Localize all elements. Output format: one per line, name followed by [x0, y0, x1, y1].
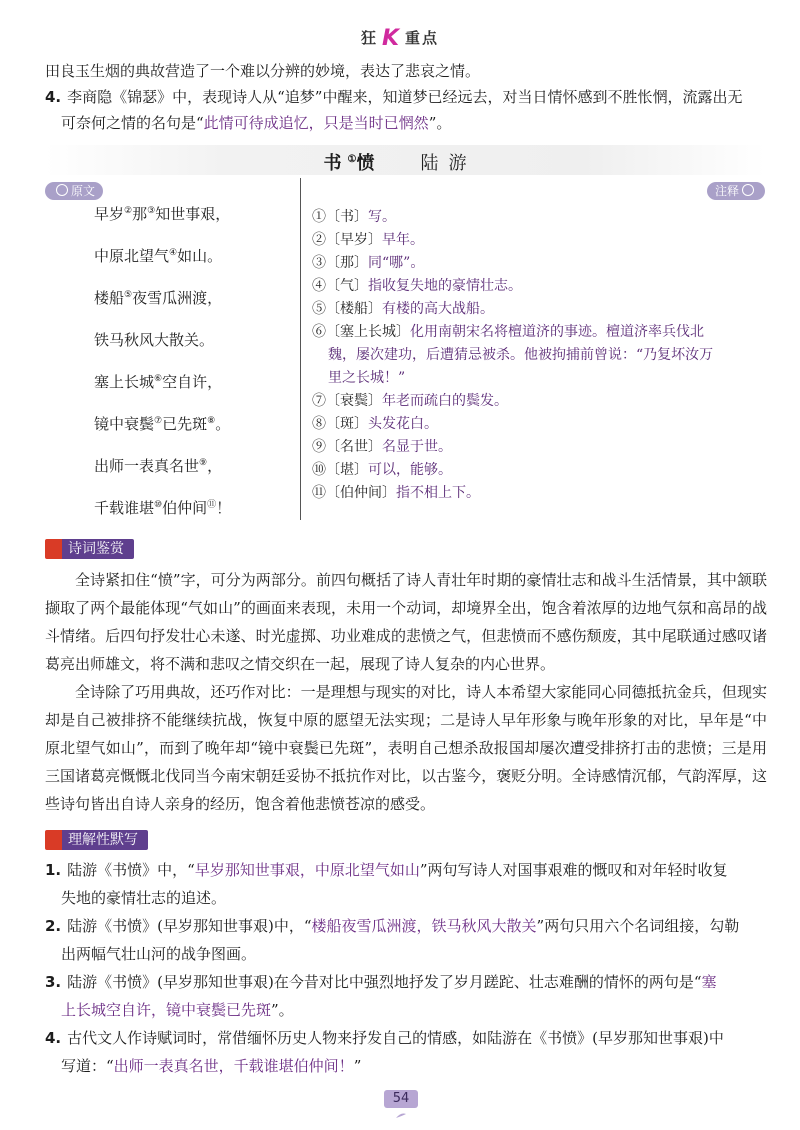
answer-text: 上长城空自许，镜中衰鬓已先斑: [61, 1001, 272, 1019]
question-number: 2.: [45, 917, 62, 935]
note-line: [312, 344, 767, 367]
note-line: [312, 252, 767, 275]
brand-suffix: 重点: [405, 29, 440, 47]
footnote-mark: ⑧: [207, 416, 216, 426]
poem-text-segment: ，: [207, 457, 223, 475]
note-term: ④〔气〕: [312, 278, 368, 294]
poem-text-segment: 早岁: [94, 205, 125, 223]
note-line: [312, 298, 767, 321]
appreciation-body: [45, 566, 767, 818]
poem-line: [94, 368, 294, 410]
column-divider: [300, 178, 301, 520]
footnote-mark: ⑨: [199, 458, 208, 468]
note-line: [312, 459, 767, 482]
footnote-mark: ⑥: [154, 374, 163, 384]
footnote-mark: ②: [124, 206, 133, 216]
note-definition: 头发花白。: [368, 416, 438, 432]
question-4-line1: 4. 李商隐《锦瑟》中，表现诗人从“追梦”中醒来，知道梦已经远去，对当日情怀感到不胜怅惘，流露出无: [45, 88, 743, 106]
question-number: 3.: [45, 973, 62, 991]
note-definition: 化用南朝宋名将檀道济的事迹。檀道济率兵伐北: [410, 324, 704, 340]
poem-line: [94, 326, 294, 368]
continuation-line: 田良玉生烟的典故营造了一个难以分辨的妙境，表达了悲哀之情。: [45, 62, 481, 80]
question-line: [45, 1052, 767, 1080]
brand-prefix: 狂: [360, 29, 378, 47]
note-definition: 同“哪”。: [368, 255, 425, 271]
poem-title: 书①愤 陆游: [323, 153, 477, 174]
note-term: ②〔早岁〕: [312, 232, 382, 248]
question-text: 陆游《书愤》中，“: [67, 861, 195, 879]
question-text: ”两句只用六个名词组接，勾勒: [536, 917, 740, 935]
poem-line: [94, 200, 294, 242]
note-definition: 指收复失地的豪情壮志。: [368, 278, 522, 294]
question-number: 4.: [45, 1029, 62, 1047]
note-line: [312, 367, 767, 390]
poem-line: [94, 284, 294, 326]
poem-line: [94, 242, 294, 284]
answer-text: 出师一表真名世，千载谁堪伯仲间！: [113, 1057, 354, 1075]
poem-line: [94, 494, 294, 536]
question-text: ”: [353, 1057, 362, 1075]
note-line: [312, 413, 767, 436]
note-line: [312, 275, 767, 298]
poem-text-segment: 。: [215, 415, 231, 433]
footnote-mark: ⑩: [154, 500, 163, 510]
question-text: 陆游《书愤》(早岁那知世事艰)中，“: [67, 917, 312, 935]
note-term: ⑨〔名世〕: [312, 439, 382, 455]
footnote-mark: ⑦: [154, 416, 163, 426]
poem-line: [94, 410, 294, 452]
question-line: [45, 912, 767, 940]
question-line: [45, 1024, 767, 1052]
question-line: [45, 940, 767, 968]
note-definition: 指不相上下。: [396, 485, 480, 501]
title-footnote-mark: ①: [347, 154, 357, 165]
note-definition: 里之长城！”: [328, 370, 406, 386]
note-term: ③〔那〕: [312, 255, 368, 271]
note-line: [312, 436, 767, 459]
question-text: 写道：“: [61, 1057, 114, 1075]
answer-text: 楼船夜雪瓜洲渡，铁马秋风大散关: [311, 917, 537, 935]
question-text: 古代文人作诗赋词时，常借缅怀历史人物来抒发自己的情感，如陆游在《书愤》(早岁那知世事艰)中: [67, 1029, 724, 1047]
poem-text-segment: 空自许，: [162, 373, 223, 391]
note-line: [312, 390, 767, 413]
leaf-icon: [395, 1112, 407, 1120]
poem-text: [94, 200, 294, 536]
note-definition: 年老而疏白的鬓发。: [382, 393, 508, 409]
poem-text-segment: 千载谁堪: [94, 499, 155, 517]
answer-text: 塞: [701, 973, 717, 991]
poem-text-segment: 夜雪瓜洲渡，: [132, 289, 223, 307]
poem-text-segment: 塞上长城: [94, 373, 155, 391]
question-line: [45, 996, 767, 1024]
poem-text-segment: 镜中衰鬓: [94, 415, 155, 433]
poem-text-segment: 出师一表真名世: [94, 457, 200, 475]
question-number: 4.: [45, 88, 62, 106]
footnote-mark: ⑪: [207, 500, 217, 510]
poem-text-segment: 楼船: [94, 289, 125, 307]
poem-line: [94, 452, 294, 494]
poem-text-segment: 伯仲间: [162, 499, 208, 517]
note-definition: 早年。: [382, 232, 424, 248]
note-line: [312, 229, 767, 252]
circle-icon: [742, 184, 754, 196]
header-brand: [0, 26, 800, 51]
question-4-line2: 可奈何之情的名句是“此情可待成追忆，只是当时已惘然”。: [61, 114, 452, 132]
notes-tag: 注释: [707, 182, 765, 200]
question-line: [45, 856, 767, 884]
poem-text-segment: 铁马秋风大散关。: [94, 331, 215, 349]
note-line: [312, 482, 767, 505]
appreciation-header: [45, 539, 134, 559]
footnote-mark: ③: [147, 206, 156, 216]
original-text-tag: 原文: [45, 182, 103, 200]
dictation-questions: [45, 856, 767, 1080]
brand-k-logo: K: [381, 26, 402, 51]
poem-text-segment: 如山。: [177, 247, 223, 265]
question-number: 1.: [45, 861, 62, 879]
question-line: [45, 968, 767, 996]
note-definition: 写。: [368, 209, 396, 225]
question-text: 失地的豪情壮志的追述。: [61, 889, 227, 907]
dictation-header: [45, 830, 148, 850]
appreciation-paragraph-1: 全诗紧扣住“愤”字，可分为两部分。前四句概括了诗人青壮年时期的豪情壮志和战斗生活情景，其中颔联撷取了两个最能体现“气如山”的画面来表现，未用一个动词，却境界全出，饱含着浓厚的边地气氛和高昂的战斗情绪。后四句抒发壮心未遂、时光虚掷、功业难成的悲愤之气，但悲愤而不感伤颓废，其中尾联通过感叹诸葛亮出师雄文，将不满和悲叹之情交织在一起，展现了诗人复杂的内心世界。: [45, 571, 767, 673]
question-line: [45, 884, 767, 912]
question-text: 出两幅气壮山河的战争图画。: [61, 945, 257, 963]
poem-author: 陆游: [420, 153, 477, 174]
note-line: [312, 206, 767, 229]
annotations: [312, 206, 767, 505]
note-term: ⑦〔衰鬓〕: [312, 393, 382, 409]
note-term: ①〔书〕: [312, 209, 368, 225]
dictation-label: 理解性默写: [62, 830, 148, 850]
poem-text-segment: ！: [216, 499, 232, 517]
answer-text: 此情可待成追忆，只是当时已惘然: [203, 114, 429, 132]
note-term: ⑤〔楼船〕: [312, 301, 382, 317]
circle-icon: [56, 184, 68, 196]
note-term: ⑩〔堪〕: [312, 462, 368, 478]
note-term: ⑪〔伯仲间〕: [312, 485, 396, 501]
note-definition: 名显于世。: [382, 439, 452, 455]
poem-text-segment: 那: [132, 205, 148, 223]
note-definition: 有楼的高大战船。: [382, 301, 494, 317]
poem-text-segment: 中原北望气: [94, 247, 170, 265]
note-definition: 魏，屡次建功，后遭猜忌被杀。他被拘捕前曾说：“乃复坏汝万: [328, 347, 714, 363]
appreciation-paragraph-2: 全诗除了巧用典故，还巧作对比：一是理想与现实的对比，诗人本希望大家能同心同德抵抗金兵，但现实却是自己被排挤不能继续抗战，恢复中原的愿望无法实现；二是诗人早年形象与晚年形象的对比，早年是“中原北望气如山”，而到了晚年却“镜中衰鬓已先斑”，表明自己想杀敌报国却屡次遭受排挤打击的悲愤；三是用三国诸葛亮慨慨北伐同当今南宋朝廷妥协不抵抗作对比，以古鉴今，褒贬分明。全诗感情沉郁，气韵浑厚，这些诗句皆出自诗人亲身的经历，饱含着他悲愤苍凉的感受。: [45, 683, 767, 813]
note-term: ⑧〔斑〕: [312, 416, 368, 432]
poem-text-segment: 已先斑: [162, 415, 208, 433]
top-continuation: [45, 58, 765, 136]
question-text: 陆游《书愤》(早岁那知世事艰)在今昔对比中强烈地抒发了岁月蹉跎、壮志难酬的情怀的两句是“: [67, 973, 702, 991]
note-term: ⑥〔塞上长城〕: [312, 324, 410, 340]
note-definition: 可以，能够。: [368, 462, 452, 478]
page-number: 54: [384, 1090, 418, 1108]
poem-text-segment: 知世事艰，: [155, 205, 231, 223]
question-text: ”两句写诗人对国事艰难的慨叹和对年轻时收复: [419, 861, 728, 879]
appreciation-label: 诗词鉴赏: [62, 539, 134, 559]
question-text: ”。: [271, 1001, 294, 1019]
answer-text: 早岁那知世事艰，中原北望气如山: [194, 861, 420, 879]
footnote-mark: ⑤: [124, 290, 133, 300]
footnote-mark: ④: [169, 248, 178, 258]
note-line: [312, 321, 767, 344]
